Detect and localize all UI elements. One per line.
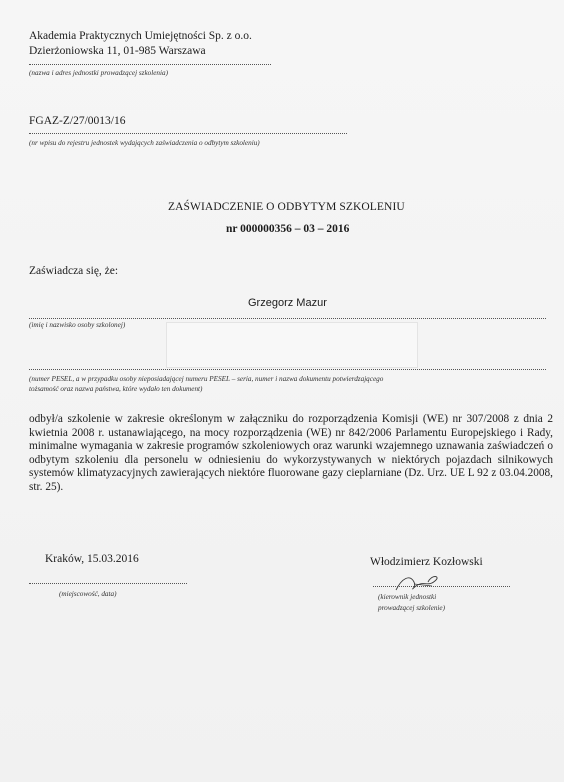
head-name: Włodzimierz Kozłowski xyxy=(370,556,483,568)
institution-name: Akademia Praktycznych Umiejętności Sp. z o.o. xyxy=(29,30,252,42)
head-dotted-line xyxy=(373,586,510,587)
pesel-caption-line2: tożsamość oraz nazwa państwa, które wydało ten dokument) xyxy=(29,385,203,393)
institution-dotted-line xyxy=(29,64,271,65)
certificate-number: nr 000000356 – 03 – 2016 xyxy=(226,223,350,235)
certificate-body: odbył/a szkolenie w zakresie określonym w załączniku do rozporządzenia Komisji (WE) nr 307/2008 z dnia 2 kwietnia 2008 r. ustanawiającego, na mocy rozporządzenia (WE) nr 842/2006 Parlamentu Europejskiego i Rady, minimalne wymagania w zakresie programów szkoleniowych oraz warunki wzajemnego uznawania zaświadczeń o odbytym szkoleniu dla personelu w odniesieniu do wykorzystywanych w niektórych pojazdach silnikowych systemów klimatyzacyjnych zawierających niektóre fluorowane gazy cieplarniane (Dz. Urz. UE L 92 z 03.04.2008, str. 25). xyxy=(29,413,553,493)
pesel-caption-line1: (numer PESEL, a w przypadku osoby nieposiadającej numeru PESEL – seria, numer i nazwa dokumentu potwierdzającego xyxy=(29,375,384,383)
registry-caption: (nr wpisu do rejestru jednostek wydających zaświadczenia o odbytym szkoleniu) xyxy=(29,139,260,147)
pesel-dotted-line xyxy=(29,369,546,370)
registry-number: FGAZ-Z/27/0013/16 xyxy=(29,115,126,127)
place-date: Kraków, 15.03.2016 xyxy=(45,553,139,565)
place-date-dotted-line xyxy=(29,583,187,584)
certifies-text: Zaświadcza się, że: xyxy=(29,265,119,277)
head-caption-line1: (kierownik jednostki xyxy=(378,593,437,601)
head-caption-line2: prowadzącej szkolenie) xyxy=(378,604,446,612)
person-dotted-line xyxy=(29,318,546,319)
pesel-redaction xyxy=(166,322,418,368)
place-date-caption: (miejscowość, data) xyxy=(59,590,117,598)
certificate-title: ZAŚWIADCZENIE O ODBYTYM SZKOLENIU xyxy=(168,201,405,213)
registry-dotted-line xyxy=(29,133,347,134)
institution-address: Dzierżoniowska 11, 01-985 Warszawa xyxy=(29,45,206,57)
person-caption: (imię i nazwisko osoby szkolonej) xyxy=(29,321,126,329)
institution-caption: (nazwa i adres jednostki prowadzącej szkolenia) xyxy=(29,69,169,77)
handwritten-signature xyxy=(392,568,452,596)
person-name: Grzegorz Mazur xyxy=(248,297,327,309)
